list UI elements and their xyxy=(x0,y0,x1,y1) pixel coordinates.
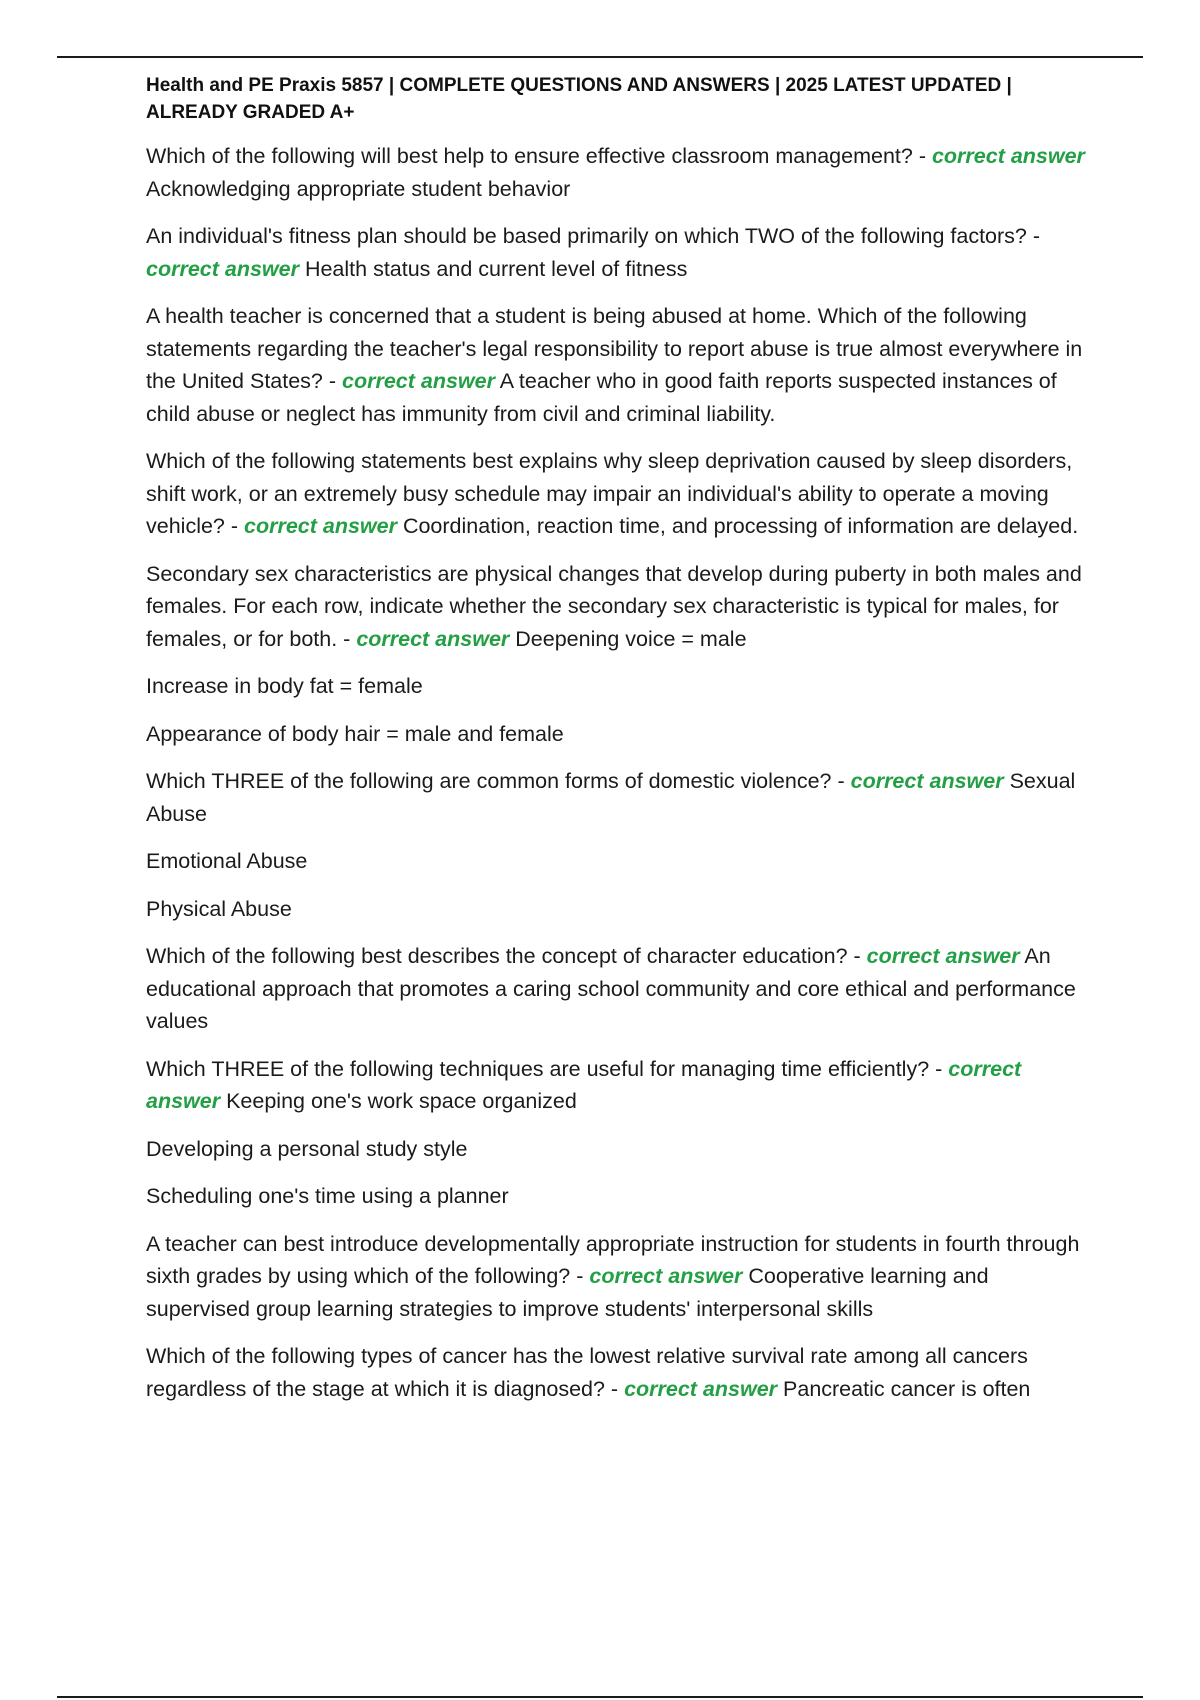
answer-continuation: Scheduling one's time using a planner xyxy=(146,1184,509,1208)
correct-answer-label: correct answer xyxy=(356,626,510,651)
qa-separator: - xyxy=(929,1056,949,1081)
answer-text: Acknowledging appropriate student behavior xyxy=(146,176,571,201)
answer-text: Pancreatic cancer is often xyxy=(783,1376,1031,1401)
answer-continuation: Emotional Abuse xyxy=(146,849,308,873)
question-text: Which of the following statements best explains why sleep deprivation caused by sleep disorders, shift work, or an extremely busy schedule may impair an individual's ability to operate a moving vehicle? xyxy=(146,449,1073,538)
question-text: A health teacher is concerned that a student is being abused at home. Which of the following statements regarding the teacher's legal responsibility to report abuse is true almost everywhere in the United States? xyxy=(146,304,1083,393)
bottom-rule xyxy=(57,1696,1143,1698)
qa-separator: - xyxy=(604,1376,625,1401)
answer-text: Keeping one's work space organized xyxy=(226,1089,577,1113)
qa-separator: - xyxy=(322,369,343,393)
qa-separator: - xyxy=(224,514,244,538)
question-text: Which of the following best describes the concept of character education? xyxy=(146,944,848,968)
question-text: An individual's fitness plan should be based primarily on which TWO of the following factors? xyxy=(146,224,1027,248)
correct-answer-label: correct answer xyxy=(931,144,1085,168)
correct-answer-label: correct answer xyxy=(244,514,397,538)
question-text: Secondary sex characteristics are physical changes that develop during puberty in both males and females. For each row, indicate whether the secondary sex characteristic is typical for males, for females, or for both. xyxy=(146,561,1082,651)
qa-item xyxy=(146,1053,1086,1118)
qa-list xyxy=(146,140,1086,1405)
correct-answer-label: correct answer xyxy=(146,1056,1022,1113)
qa-item xyxy=(146,140,1086,205)
qa-item xyxy=(146,220,1086,285)
question-text: Which of the following will best help to ensure effective classroom management? xyxy=(146,144,913,168)
question-text: Which THREE of the following techniques are useful for managing time efficiently? xyxy=(146,1056,930,1081)
correct-answer-label: correct answer xyxy=(624,1376,778,1401)
answer-continuation: Appearance of body hair = male and female xyxy=(146,721,564,746)
qa-separator: - xyxy=(912,144,932,168)
answer-text: An educational approach that promotes a caring school community and core ethical and performance values xyxy=(146,944,1076,1033)
qa-item xyxy=(146,445,1086,543)
correct-answer-label: correct answer xyxy=(589,1264,743,1288)
qa-item xyxy=(146,765,1086,830)
question-text: Which of the following types of cancer has the lowest relative survival rate among all cancers regardless of the stage at which it is diagnosed? xyxy=(146,1344,1028,1401)
qa-item xyxy=(146,558,1086,656)
answer-text: Coordination, reaction time, and processing of information are delayed. xyxy=(402,514,1079,538)
answer-continuation: Physical Abuse xyxy=(146,896,292,921)
document-body xyxy=(146,72,1086,1420)
qa-item xyxy=(146,940,1086,1038)
correct-answer-label: correct answer xyxy=(342,369,495,393)
qa-item xyxy=(146,1340,1086,1405)
document-title: Health and PE Praxis 5857 | COMPLETE QUESTIONS AND ANSWERS | 2025 LATEST UPDATED | ALREADY GRADED A+ xyxy=(146,75,1012,123)
answer-text: Sexual Abuse xyxy=(146,769,1076,826)
correct-answer-label: correct answer xyxy=(866,944,1020,968)
question-text: Which THREE of the following are common forms of domestic violence? xyxy=(146,769,832,793)
top-rule xyxy=(57,56,1143,58)
answer-continuation: Developing a personal study style xyxy=(146,1136,468,1161)
answer-text: Deepening voice = male xyxy=(515,626,747,651)
qa-separator: - xyxy=(337,626,357,651)
answer-text: Health status and current level of fitness xyxy=(304,256,688,281)
qa-item xyxy=(146,300,1086,430)
qa-separator: - xyxy=(847,944,867,968)
question-text: A teacher can best introduce developmentally appropriate instruction for students in fourth through sixth grades by using which of the following? xyxy=(146,1231,1080,1288)
answer-continuation: Increase in body fat = female xyxy=(146,674,423,698)
answer-text: A teacher who in good faith reports suspected instances of child abuse or neglect has immunity from civil and criminal liability. xyxy=(146,369,1057,426)
correct-answer-label: correct answer xyxy=(850,769,1004,793)
qa-separator: - xyxy=(1026,224,1041,248)
answer-text: Cooperative learning and supervised group learning strategies to improve students' interpersonal skills xyxy=(146,1264,989,1321)
qa-separator: - xyxy=(831,769,851,793)
correct-answer-label: correct answer xyxy=(146,256,299,281)
qa-separator: - xyxy=(570,1264,590,1288)
qa-item xyxy=(146,1228,1086,1326)
